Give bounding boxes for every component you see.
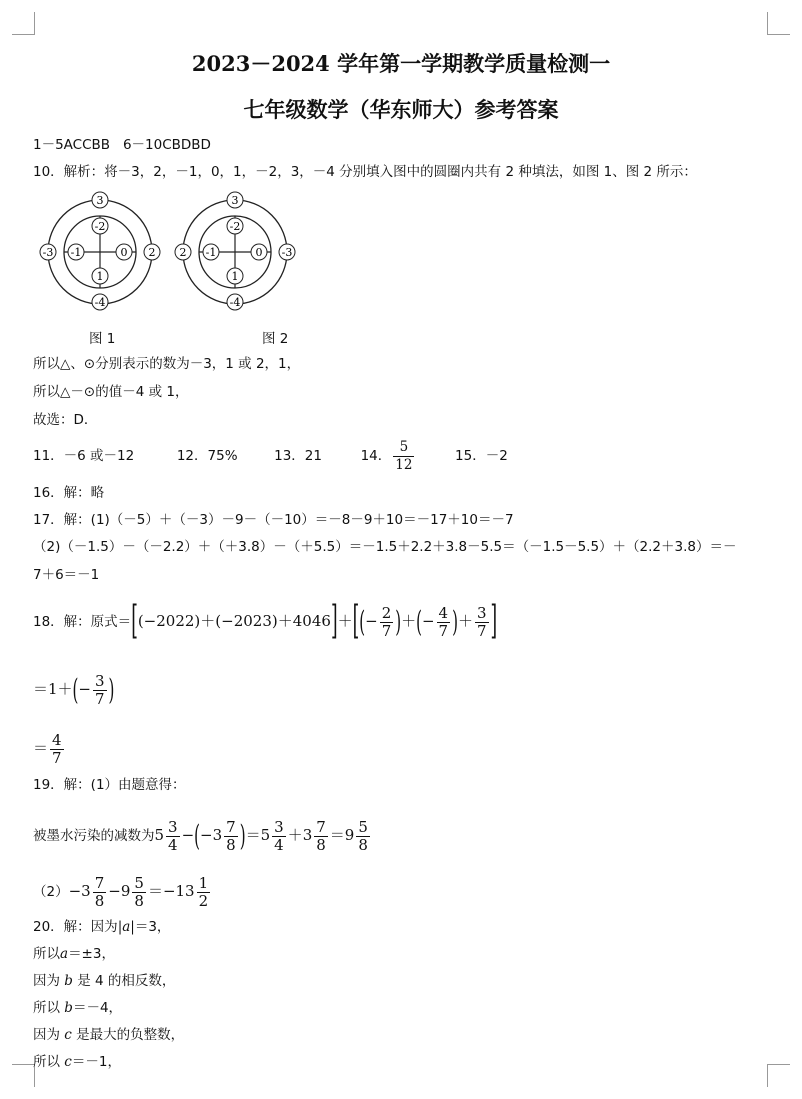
q19-d-den: 8 xyxy=(316,835,326,854)
q20-line4 xyxy=(33,999,122,1017)
q20-line3 xyxy=(33,972,175,990)
page-title: 2023－2024 学年第一学期教学质量检测一 xyxy=(191,51,611,76)
q20-line5-var: c xyxy=(64,1027,72,1043)
q18-frac2-den: 7 xyxy=(438,621,449,640)
q19-e-den: 8 xyxy=(358,835,368,854)
fig1-inner-left: -1 xyxy=(70,246,82,259)
q12-answer: 12．75% xyxy=(176,448,238,464)
fig2-right: -3 xyxy=(281,246,293,259)
q14-numerator: 5 xyxy=(393,439,414,457)
q19-c-num: 3 xyxy=(274,817,284,836)
q20-line5-post: 是最大的负整数， xyxy=(76,1027,185,1043)
q19-p2a-whole: 3 xyxy=(81,882,91,900)
q20-line6 xyxy=(33,1053,121,1071)
q10-line2: 所以△－⊙的值－4 或 1， xyxy=(33,384,189,400)
q14-label: 14． xyxy=(360,448,392,464)
q19-e-num: 5 xyxy=(358,817,368,836)
q19-b-whole: 3 xyxy=(212,826,223,844)
q20-line1-post: ＝3， xyxy=(134,919,171,935)
q11-15-row xyxy=(33,436,508,476)
fig2-inner-top: -2 xyxy=(229,220,241,233)
q20-line2-post: ＝±3， xyxy=(68,946,115,962)
q19-line2: 被墨水污染的减数为5 $\frac{3}{4}$ −(−3 $\frac{7}{8}$ )＝5 $\frac{3}{4}$ ＋3 $\frac{7}{8}$ ＝9 $\frac{5}{8}$ xyxy=(33,817,368,854)
fig1-top: 3 xyxy=(96,194,104,207)
q11-answer: 11．－6 或－12 xyxy=(33,448,135,464)
q18-line1 xyxy=(33,598,497,644)
fig2-top: 3 xyxy=(231,194,239,207)
q18-step3-den: 7 xyxy=(52,748,62,767)
q19-p2c-whole: 13 xyxy=(175,882,195,900)
mc-answers-6-10: 6－10CBDBD xyxy=(122,137,211,153)
q18-step3-lead: ＝ xyxy=(33,739,49,757)
q18-step2-frac xyxy=(93,673,107,708)
fig2-inner-bottom: 1 xyxy=(231,270,239,283)
crop-mark-top-left xyxy=(12,12,35,35)
q20-line3-pre: 因为 xyxy=(33,973,60,989)
fig1-inner-top: -2 xyxy=(94,220,106,233)
q19-a-whole: 5 xyxy=(154,826,165,844)
q18-step2-lead: ＝1＋ xyxy=(33,680,73,698)
q20-line2-var: a xyxy=(60,946,69,962)
q19-p2b-den: 8 xyxy=(134,891,144,910)
q17-line1: 17．解：(1)（－5）＋（－3）－9－（－10）＝－8－9＋10＝－17＋10＝－7 xyxy=(33,512,514,528)
q19-line2-lead: 被墨水污染的减数为 xyxy=(33,828,155,844)
q18-frac3 xyxy=(475,605,489,640)
q19-d-num: 7 xyxy=(316,817,326,836)
q18-frac1 xyxy=(380,605,394,640)
q19-line1: 19．解：(1）由题意得： xyxy=(33,777,186,793)
q18-frac2-num: 4 xyxy=(438,603,449,622)
q18-frac1-den: 7 xyxy=(381,621,392,640)
q18-term1: (−2022) xyxy=(137,612,201,630)
q19-part2-lead: （2） xyxy=(33,884,69,900)
q10-line3: 故选：D． xyxy=(33,412,98,428)
q19-c-den: 4 xyxy=(274,835,284,854)
q20-line6-pre: 所以 xyxy=(33,1054,60,1070)
q18-expression: [(−2022)＋(−2023)＋4046]＋[(− $\frac{2}{7}$ )＋(− $\frac{4}{7}$ )＋ $\frac{3}{7}$ ] xyxy=(131,599,498,645)
q20-line6-post: ＝－1， xyxy=(71,1054,121,1070)
fig1-inner-right: 0 xyxy=(120,246,128,259)
q18-term3: 4046 xyxy=(292,612,331,630)
q19-p2a-den: 8 xyxy=(94,891,105,910)
q14-denominator: 12 xyxy=(395,456,413,473)
q16-answer: 16．解：略 xyxy=(33,485,105,501)
crop-mark-bottom-right xyxy=(767,1064,790,1087)
q18-line2: ＝1＋(− $\frac{3}{7}$ ) xyxy=(33,671,115,708)
fig1-inner-bottom: 1 xyxy=(96,270,104,283)
figure-1-caption: 图 1 xyxy=(89,331,116,347)
crop-mark-top-right xyxy=(767,12,790,35)
fig2-inner-left: -1 xyxy=(205,246,217,259)
q10-line1: 所以△、⊙分别表示的数为－3，1 或 2，1， xyxy=(33,356,301,372)
fig2-bottom: -4 xyxy=(229,296,241,309)
q19-p2a-num: 7 xyxy=(94,873,105,892)
crop-mark-bottom-left xyxy=(12,1064,35,1087)
q19-d-whole: 3 xyxy=(302,826,313,844)
q18-step2-num: 3 xyxy=(94,671,105,690)
q15-answer: 15．－2 xyxy=(455,448,508,464)
q19-p2c-num: 1 xyxy=(198,873,209,892)
q20-line4-post: ＝－4， xyxy=(72,1000,123,1016)
q19-a-num: 3 xyxy=(168,817,178,836)
figure-2-caption: 图 2 xyxy=(262,331,289,347)
q18-frac3-num: 3 xyxy=(476,603,487,622)
q20-line1-pre: 20．解：因为 xyxy=(33,919,118,935)
q20-line4-var: b xyxy=(64,1000,73,1016)
q20-line3-var: b xyxy=(64,973,73,989)
fig2-left: 2 xyxy=(179,246,187,259)
q18-line3 xyxy=(33,725,66,771)
q18-frac2 xyxy=(437,605,451,640)
q19-e-whole: 9 xyxy=(344,826,355,844)
q19-p2c-den: 2 xyxy=(198,891,209,910)
q20-line3-post: 是 4 的相反数， xyxy=(77,973,176,989)
q20-line5 xyxy=(33,1026,184,1044)
q13-answer: 13．21 xyxy=(274,448,322,464)
q19-p2b-num: 5 xyxy=(134,873,144,892)
q19-c-whole: 5 xyxy=(260,826,271,844)
fig2-inner-right: 0 xyxy=(255,246,263,259)
figure-2 xyxy=(173,190,301,314)
q18-step2-den: 7 xyxy=(94,689,105,708)
q18-step3-num: 4 xyxy=(52,730,62,749)
page-subtitle: 七年级数学（华东师大）参考答案 xyxy=(243,97,559,122)
q20-line2 xyxy=(33,945,115,963)
q20-line4-pre: 所以 xyxy=(33,1000,60,1016)
fig1-left: -3 xyxy=(42,246,54,259)
q10-text: 10．解析：将－3，2，－1，0，1，－2，3，－4 分别填入图中的圆圈内共有 2 种填法，如图 1、图 2 所示： xyxy=(33,164,697,180)
q19-a-den: 4 xyxy=(168,835,178,854)
q19-line3: （2）−3 $\frac{7}{8}$ −9 $\frac{5}{8}$ ＝−13 $\frac{1}{2}$ xyxy=(33,873,209,910)
q19-b-num: 7 xyxy=(226,817,236,836)
q17-line2: （2)（－1.5）－（－2.2）＋（＋3.8）－（＋5.5）＝－1.5＋2.2＋3.8－5.5＝（－1.5－5.5）＋（2.2＋3.8）＝－ xyxy=(33,539,737,555)
q19-b-den: 8 xyxy=(226,835,236,854)
q18-step3-frac xyxy=(50,732,64,767)
q19-p2b-whole: 9 xyxy=(120,882,131,900)
q18-frac3-den: 7 xyxy=(476,621,487,640)
q18-term2: (−2023) xyxy=(215,612,278,630)
q20-line1-abs: |a| xyxy=(117,919,135,935)
q20-line6-var: c xyxy=(64,1054,72,1070)
q20-line5-pre: 因为 xyxy=(33,1027,60,1043)
mc-answers-1-5: 1－5ACCBB xyxy=(33,137,111,153)
figure-1 xyxy=(38,190,166,314)
q17-line3: 7＋6＝－1 xyxy=(33,567,100,583)
fig1-right: 2 xyxy=(148,246,156,259)
q14-fraction xyxy=(393,439,414,474)
fig1-bottom: -4 xyxy=(94,296,106,309)
q20-line2-pre: 所以 xyxy=(33,946,60,962)
mc-answers xyxy=(33,136,211,154)
q20-line1 xyxy=(33,918,170,936)
q18-label: 18．解：原式＝ xyxy=(33,614,132,630)
q18-frac1-num: 2 xyxy=(381,603,392,622)
